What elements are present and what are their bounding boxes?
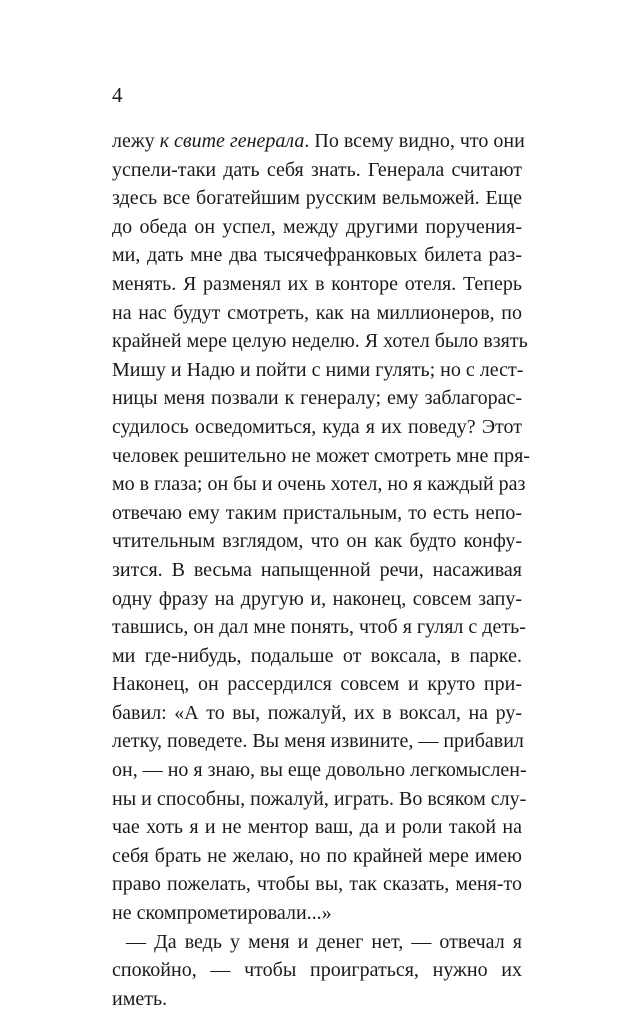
text-line: иметь. (112, 987, 168, 1010)
text-line: Наконец, он рассердился совсем и круто при- (112, 673, 522, 696)
italic-text: к свите генерала (159, 130, 305, 152)
text-line: он, — но я знаю, вы еще довольно легкомыслен- (112, 759, 527, 782)
text-run: лежу (112, 130, 160, 152)
text-line: летку, поведете. Вы меня извините, — прибавил (112, 730, 524, 753)
text-line: одну фразу на другую и, наконец, совсем запу- (112, 587, 522, 610)
text-line: бавил: «А то вы, пожалуй, их в воксал, на ру- (112, 701, 522, 724)
text-line: мо в глаза; он бы и очень хотел, но я каждый раз (112, 473, 526, 496)
text-run: . По всему видно, что они (304, 130, 525, 152)
text-line: ми, дать мне два тысячефранковых билета раз- (112, 244, 522, 267)
text-line: судилось осведомиться, куда я их поведу? Этот (112, 415, 522, 438)
text-line: зится. В весьма напыщенной речи, насаживая (112, 558, 522, 581)
text-line: человек решительно не может смотреть мне пря- (112, 444, 530, 467)
text-line: менять. Я разменял их в конторе отеля. Теперь (112, 272, 522, 295)
text-line: чае хоть я и не ментор ваш, да и роли такой на (112, 816, 522, 839)
page-number: 4 (112, 83, 123, 107)
text-line: ми где-нибудь, подальше от воксала, в парке. (112, 644, 522, 667)
text-line: отвечаю ему таким пристальным, то есть непо- (112, 501, 522, 524)
text-line: ницы меня позвали к генералу; ему заблагорас- (112, 387, 522, 410)
text-line (112, 127, 525, 156)
text-line: здесь все богатейшим русским вельможей. Еще (112, 187, 522, 210)
text-line: ны и способны, пожалуй, играть. Во всяком слу- (112, 787, 527, 810)
text-line: себя брать не желаю, но по крайней мере имею (112, 844, 522, 867)
body-text (112, 127, 530, 1013)
text-line: — Да ведь у меня и денег нет, — отвечал я (126, 930, 522, 953)
text-line: тавшись, он дал мне понять, чтоб я гулял с деть- (112, 616, 526, 639)
text-line: до обеда он успел, между другими поручения- (112, 215, 522, 238)
text-line: крайней мере целую неделю. Я хотел было взять (112, 330, 528, 353)
text-line: спокойно, — чтобы проиграться, нужно их (112, 959, 522, 982)
text-line: Мишу и Надю и пойти с ними гулять; но с лест- (112, 358, 524, 381)
text-line: не скомпрометировали...» (112, 902, 332, 925)
text-line: чтительным взглядом, что он как будто конфу- (112, 530, 522, 553)
text-line: успели-таки дать себя знать. Генерала считают (112, 158, 522, 181)
text-line: право пожелать, чтобы вы, так сказать, меня-то (112, 873, 522, 896)
text-line: на нас будут смотреть, как на миллионеров, по (112, 301, 522, 324)
